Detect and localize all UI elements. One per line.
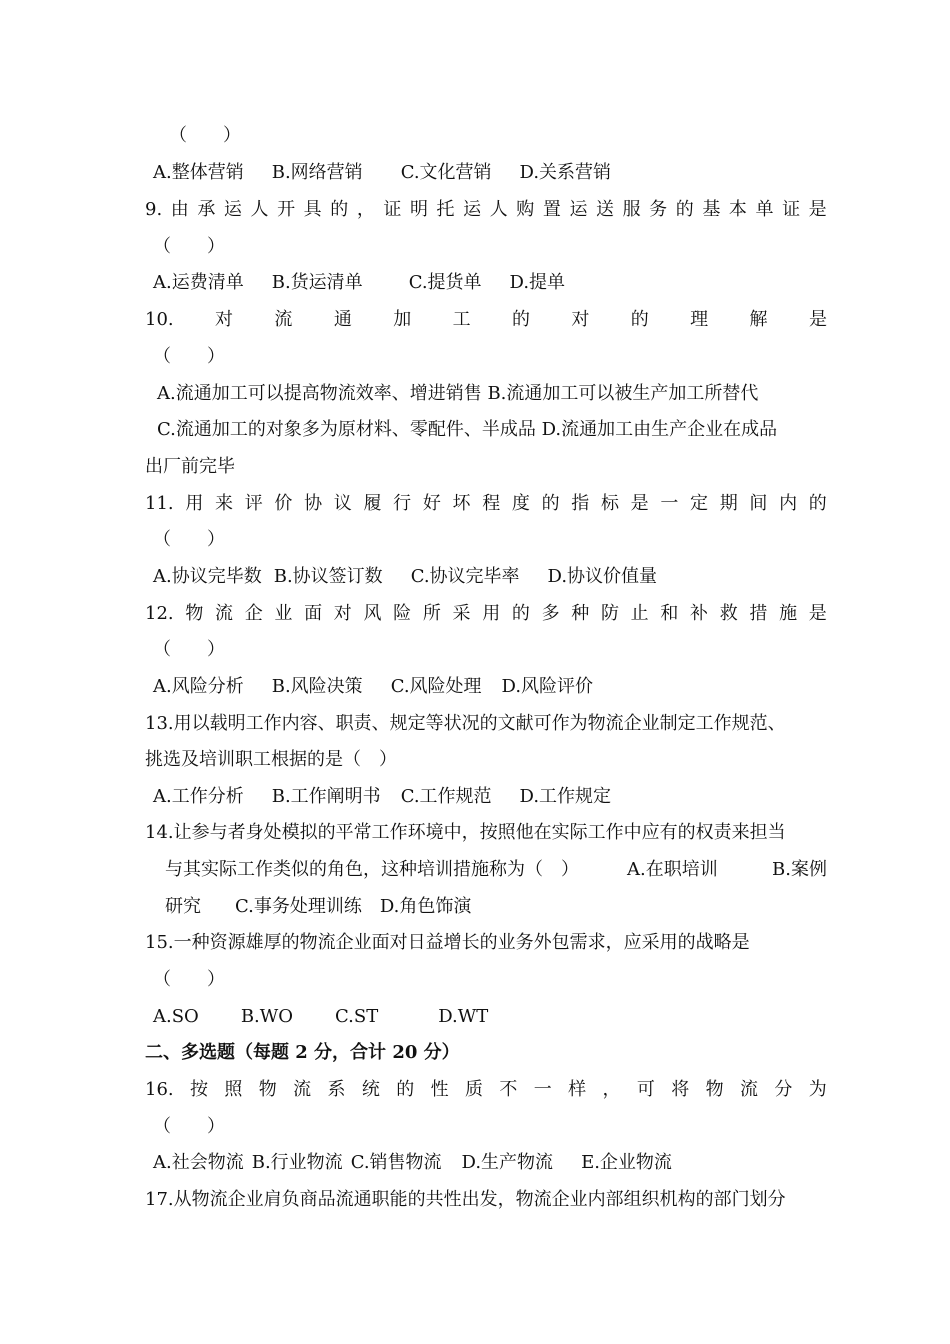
question-token: 用 (482, 603, 501, 624)
option-d: D.提单 (509, 272, 566, 293)
question-16 (145, 1072, 827, 1108)
option-b: B.案例 (772, 859, 827, 880)
question-token: 评 (244, 493, 263, 514)
question-token: 期 (719, 493, 738, 514)
question-token: 通 (333, 309, 352, 330)
question-token: 好 (422, 493, 441, 514)
question-token: 险 (393, 603, 412, 624)
question-token: 的 (511, 603, 530, 624)
option-b: B.网络营销 (271, 162, 363, 183)
question-token: 加 (393, 309, 412, 330)
question-token: 证 (383, 199, 402, 220)
question-15: 15.一种资源雄厚的物流企业面对日益增长的业务外包需求，应采用的战略是 (145, 932, 750, 953)
question-token: 10. (145, 309, 174, 330)
question-token: 按 (190, 1079, 209, 1100)
question-13-cont: 挑选及培训职工根据的是（ ） (145, 749, 397, 770)
question-token: 对 (215, 309, 234, 330)
option-a: A.风险分析 (153, 676, 244, 697)
question-token: 对 (333, 603, 352, 624)
options-row (145, 779, 835, 815)
question-13: 13.用以载明工作内容、职责、规定等状况的文献可作为物流企业制定工作规范、 (145, 713, 786, 734)
answer-paren: （ ） (153, 639, 225, 660)
option-c: C.提货单 (408, 272, 482, 293)
question-token: 开 (277, 199, 296, 220)
question-token: 是 (808, 603, 827, 624)
option-d: D.工作规定 (519, 786, 612, 807)
question-14-cont: 与其实际工作类似的角色，这种培训措施称为（ ） A.在职培训 B.案例 (165, 852, 827, 888)
option-a: A.整体营销 (153, 162, 244, 183)
question-token: 内 (779, 493, 798, 514)
question-token: 性 (430, 1079, 449, 1100)
question-token: 9. (145, 199, 163, 220)
answer-paren: （ ） (153, 529, 225, 550)
option-b: B.行业物流 (251, 1152, 343, 1173)
options-row (145, 265, 835, 301)
question-token: 的 (630, 309, 649, 330)
options-row (145, 1145, 835, 1181)
question-token: 送 (596, 199, 615, 220)
question-token: 人 (250, 199, 269, 220)
question-token: 具 (303, 199, 322, 220)
option-line: A.流通加工可以提高物流效率、增进销售 B.流通加工可以被生产加工所替代 (157, 383, 759, 404)
question-token: 指 (571, 493, 590, 514)
option-line: C.流通加工的对象多为原材料、零配件、半成品 D.流通加工由生产企业在成品 (157, 419, 778, 440)
question-token: 的 (396, 1079, 415, 1100)
option-a: A.运费清单 (153, 272, 244, 293)
question-token: 用 (185, 493, 204, 514)
option-line: 出厂前完毕 (145, 456, 235, 477)
answer-paren: （ ） (153, 969, 225, 990)
question-token: 度 (511, 493, 530, 514)
question-token: 解 (749, 309, 768, 330)
question-token: 物 (705, 1079, 724, 1100)
question-token: 样 (568, 1079, 587, 1100)
question-token: 为 (808, 1079, 827, 1100)
question-token: 分 (774, 1079, 793, 1100)
question-14: 14.让参与者身处模拟的平常工作环境中，按照他在实际工作中应有的权责来担当 (145, 822, 786, 843)
question-token: 风 (363, 603, 382, 624)
question-token: 可 (636, 1079, 655, 1100)
question-token: 的 (330, 199, 349, 220)
question-token: 是 (630, 493, 649, 514)
option-b: B.协议签订数 (273, 566, 383, 587)
question-token: 一 (660, 493, 679, 514)
section-heading: 二、多选题（每题 2 分，合计 20 分） (145, 1042, 460, 1063)
question-token: 单 (755, 199, 774, 220)
option-d: D.协议价值量 (547, 566, 658, 587)
option-b: B.WO (240, 1006, 294, 1027)
option-c: C.事务处理训练 (235, 896, 362, 917)
options-row (145, 669, 835, 705)
question-17: 17.从物流企业肩负商品流通职能的共性出发，物流企业内部组织机构的部门划分 (145, 1189, 786, 1210)
question-token: 系 (327, 1079, 346, 1100)
question-token: 流 (274, 309, 293, 330)
question-12 (145, 596, 827, 632)
option-e: E.企业物流 (581, 1152, 672, 1173)
answer-paren: （ ） (153, 1116, 225, 1137)
question-token: 措 (749, 603, 768, 624)
question-token: 流 (215, 603, 234, 624)
question-token: 的 (511, 309, 530, 330)
question-token: 基 (702, 199, 721, 220)
option-c: C.风险处理 (390, 676, 482, 697)
question-token: 工 (452, 309, 471, 330)
question-token: 服 (622, 199, 641, 220)
question-token: 运 (569, 199, 588, 220)
question-token: 的 (808, 493, 827, 514)
question-token: 人 (489, 199, 508, 220)
question-token: 业 (274, 603, 293, 624)
question-token: 质 (465, 1079, 484, 1100)
question-token: 止 (630, 603, 649, 624)
option-c: C.协议完毕率 (410, 566, 520, 587)
option-a: A.协议完毕数 (153, 566, 262, 587)
question-token: 协 (304, 493, 323, 514)
question-token: 所 (422, 603, 441, 624)
option-a: A.SO (153, 1006, 199, 1027)
question-token: 标 (600, 493, 619, 514)
option-d: D.生产物流 (461, 1152, 554, 1173)
options-row (145, 155, 835, 191)
question-10 (145, 302, 827, 338)
options-row (145, 999, 835, 1035)
question-token: 坏 (452, 493, 471, 514)
question-token: 统 (361, 1079, 380, 1100)
question-token: 的 (675, 199, 694, 220)
question-token: 对 (571, 309, 590, 330)
option-c: C.ST (335, 1006, 379, 1027)
question-token: 履 (363, 493, 382, 514)
option-b: B.货运清单 (271, 272, 363, 293)
question-9 (145, 192, 827, 228)
question-token: 是 (808, 309, 827, 330)
question-token: 程 (482, 493, 501, 514)
question-token: 运 (463, 199, 482, 220)
question-token: 物 (258, 1079, 277, 1100)
question-token: 12. (145, 603, 174, 624)
question-token: 行 (393, 493, 412, 514)
question-token: 托 (436, 199, 455, 220)
question-token: 16. (145, 1079, 174, 1100)
option-b: B.工作阐明书 (271, 786, 381, 807)
question-token: 的 (541, 493, 560, 514)
answer-paren: （ ） (153, 236, 225, 257)
question-token: 间 (749, 493, 768, 514)
question-14-cont: 研究 C.事务处理训练 D.角色饰演 (165, 889, 827, 925)
option-a: A.工作分析 (153, 786, 244, 807)
question-token: 采 (452, 603, 471, 624)
question-token: 一 (533, 1079, 552, 1100)
options-row (145, 559, 835, 595)
question-token: 价 (274, 493, 293, 514)
option-a: A.社会物流 (153, 1152, 244, 1173)
question-token: 将 (671, 1079, 690, 1100)
question-token: 运 (223, 199, 242, 220)
question-token: 面 (304, 603, 323, 624)
question-token: 流 (740, 1079, 759, 1100)
question-token: 由 (170, 199, 189, 220)
question-token: 本 (728, 199, 747, 220)
question-token: 施 (779, 603, 798, 624)
question-token: ， (356, 199, 375, 220)
question-token: 证 (782, 199, 801, 220)
question-token: 置 (542, 199, 561, 220)
question-token: 明 (409, 199, 428, 220)
question-token: 救 (719, 603, 738, 624)
question-token: 补 (690, 603, 709, 624)
question-token: 11. (145, 493, 174, 514)
question-token: 种 (571, 603, 590, 624)
question-token: 议 (333, 493, 352, 514)
answer-paren: （ ） (169, 125, 241, 146)
question-token: 承 (197, 199, 216, 220)
question-token: 是 (808, 199, 827, 220)
question-token: 来 (215, 493, 234, 514)
question-token: 和 (660, 603, 679, 624)
option-d: D.风险评价 (501, 676, 594, 697)
option-d: D.WT (438, 1006, 489, 1027)
question-token: 流 (293, 1079, 312, 1100)
question-token: 理 (690, 309, 709, 330)
question-token: 务 (649, 199, 668, 220)
option-b: B.风险决策 (271, 676, 363, 697)
question-11 (145, 486, 827, 522)
answer-paren: （ ） (153, 346, 225, 367)
option-c: C.文化营销 (400, 162, 492, 183)
option-a: A.在职培训 (627, 859, 718, 880)
question-token: 不 (499, 1079, 518, 1100)
question-token: ， (602, 1079, 621, 1100)
option-c: C.销售物流 (350, 1152, 442, 1173)
option-c: C.工作规范 (400, 786, 492, 807)
question-token: 照 (224, 1079, 243, 1100)
question-token: 企 (244, 603, 263, 624)
question-token: 购 (516, 199, 535, 220)
option-d: D.角色饰演 (379, 896, 472, 917)
option-d: D.关系营销 (519, 162, 612, 183)
question-token: 物 (185, 603, 204, 624)
question-token: 防 (600, 603, 619, 624)
question-token: 定 (690, 493, 709, 514)
question-token: 多 (541, 603, 560, 624)
